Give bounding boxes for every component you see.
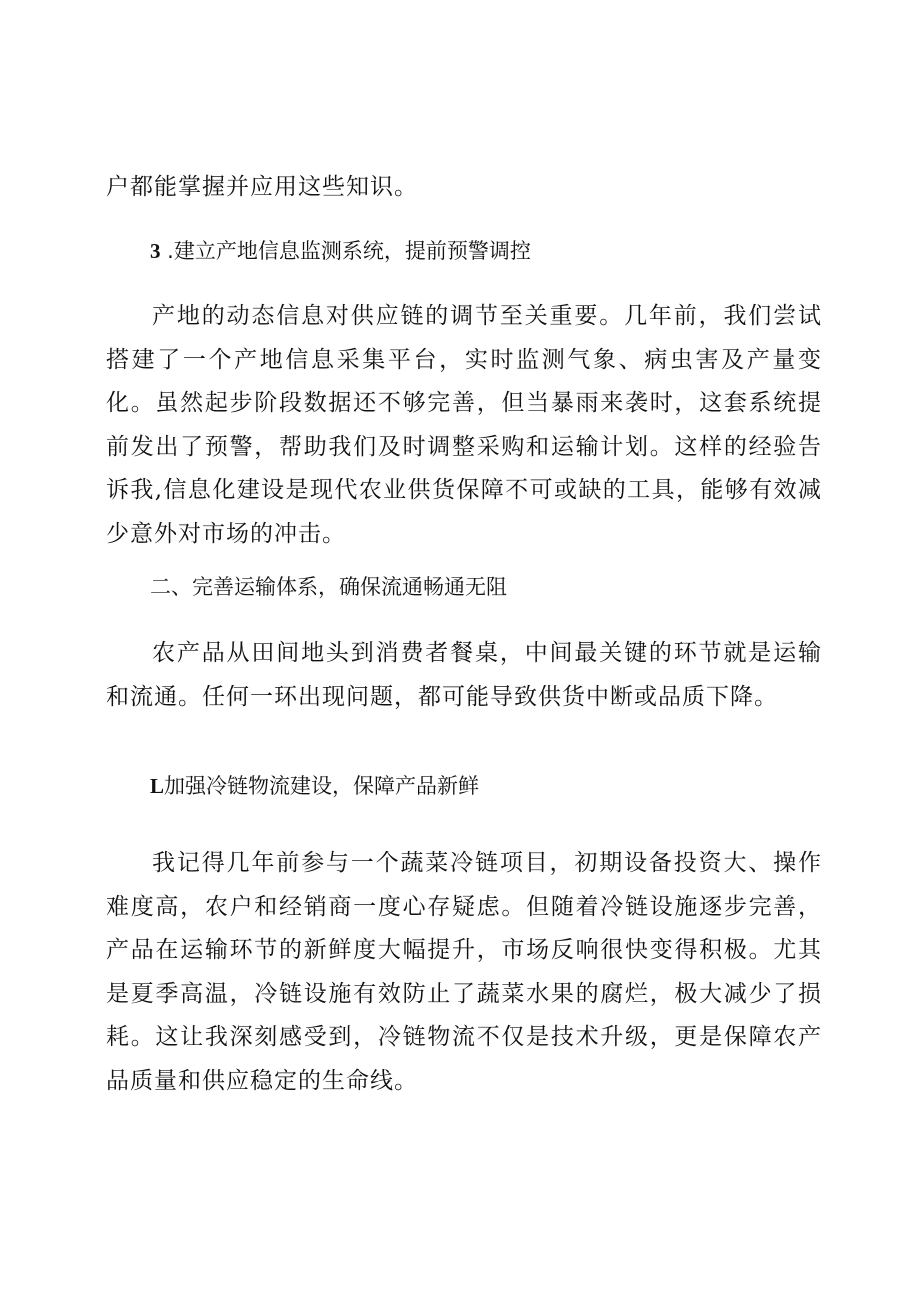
section-3-body [106,295,822,556]
section-number: L [150,774,165,798]
section-number: 3 [150,239,161,263]
chapter-2-body [106,632,822,719]
continued-paragraph [106,166,822,210]
paragraph-text: 我记得几年前参与一个蔬菜冷链项目，初期设备投资大、操作难度高，农户和经销商一度心存疑虑。但随着冷链设施逐步完善，产品在运输环节的新鲜度大幅提升，市场反响很快变得积极。尤其是夏季高温，冷链设施有效防止了蔬菜水果的腐烂，极大减少了损耗。这让我深刻感受到，冷链物流不仅是技术升级，更是保障农产品质量和供应稳定的生命线。 [106,850,822,1094]
section-1-body [106,842,822,1103]
chapter-heading-2 [150,572,507,602]
section-title: .建立产地信息监测系统，提前预警调控 [160,239,531,263]
section-title: 加强冷链物流建设，保障产品新鲜 [164,774,480,798]
paragraph-text: 户都能掌握并应用这些知识。 [106,174,418,200]
chapter-title: 二、完善运输体系，确保流通畅通无阻 [150,575,507,599]
section-heading-3 [150,236,531,266]
paragraph-text: 产地的动态信息对供应链的调节至关重要。几年前，我们尝试搭建了一个产地信息采集平台，实时监测气象、病虫害及产量变化。虽然起步阶段数据还不够完善，但当暴雨来袭时，这套系统提前发出了预警，帮助我们及时调整采购和运输计划。这样的经验告诉我,信息化建设是现代农业供货保障不可或缺的工具，能够有效减少意外对市场的冲击。 [106,303,822,547]
paragraph-text: 农产品从田间地头到消费者餐桌，中间最关键的环节就是运输和流通。任何一环出现问题，都可能导致供货中断或品质下降。 [106,640,822,710]
section-heading-1 [150,771,479,801]
